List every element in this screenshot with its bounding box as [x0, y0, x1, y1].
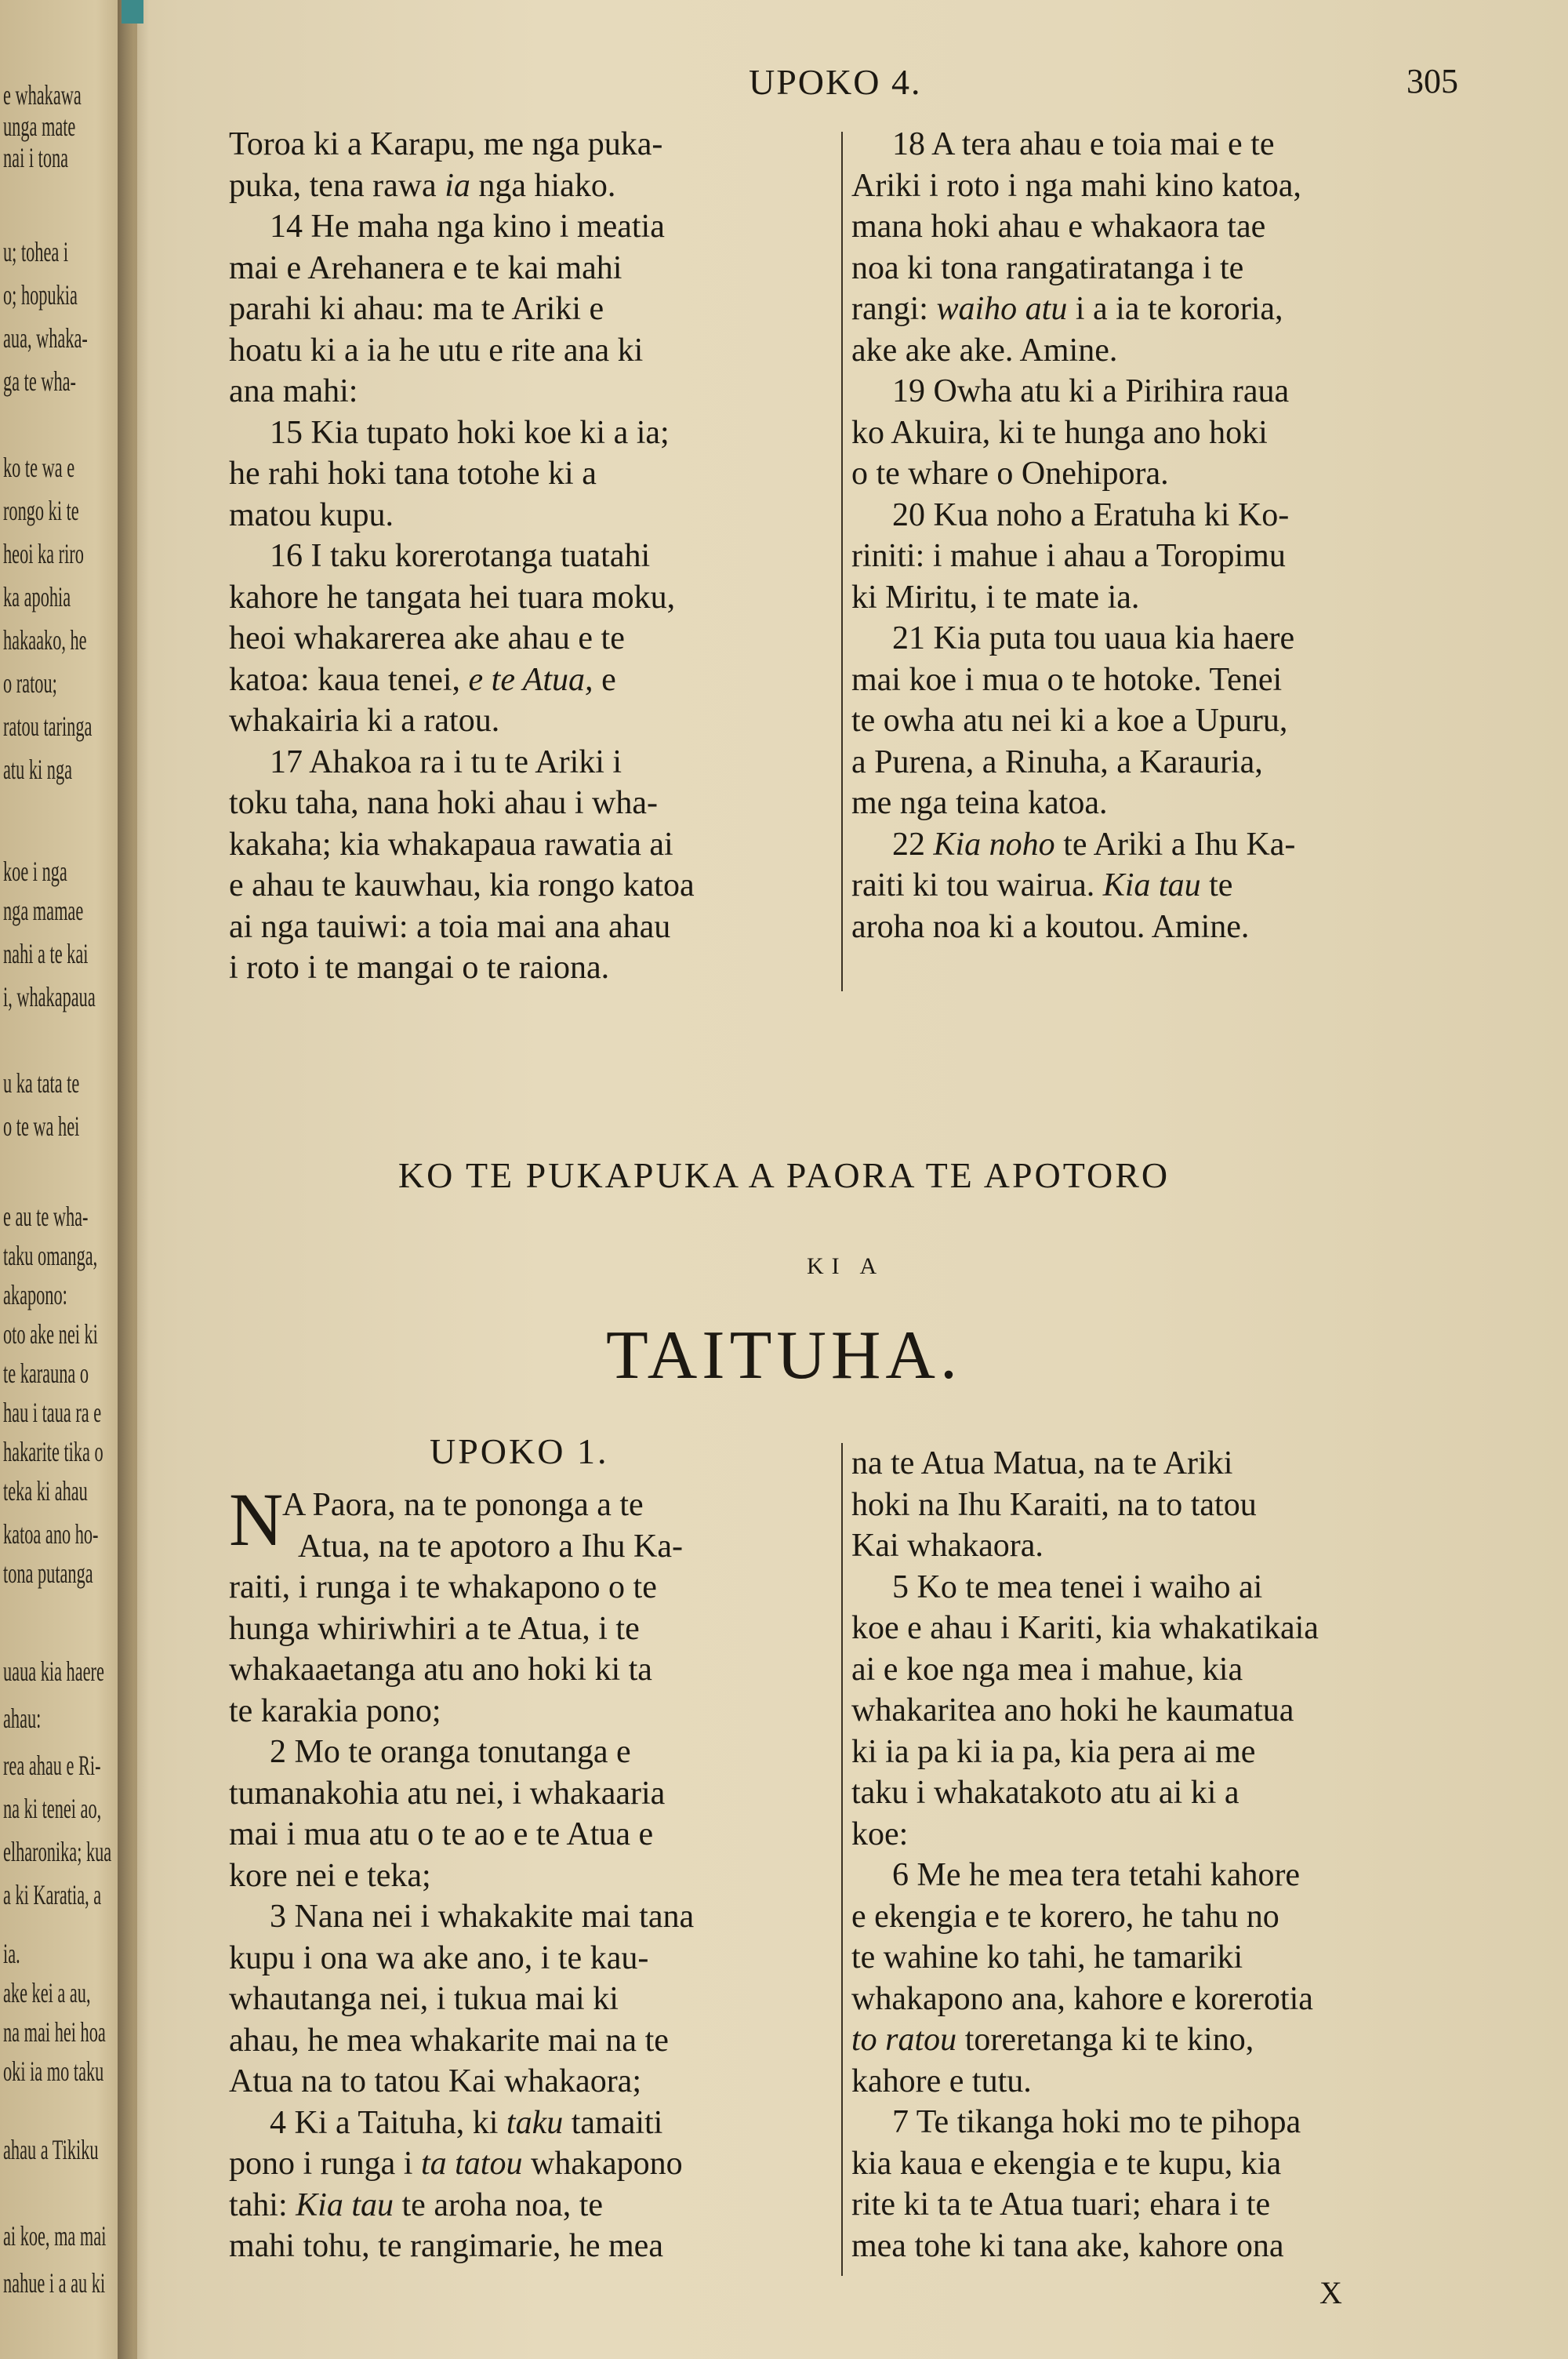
text-segment: kahore e tutu. [851, 2063, 1032, 2099]
text-segment: Toroa ki a Karapu, me nga puka- [229, 126, 663, 162]
facing-page-fragment: ahau a Tikiku [3, 2134, 99, 2165]
text-segment: 22 [892, 826, 934, 863]
text-segment: e te Atua, [468, 661, 593, 698]
text-segment: e ahau te kauwhau, kia rongo katoa [229, 867, 695, 903]
text-line [229, 700, 833, 742]
text-segment: ai nga tauiwi: a toia mai ana ahau [229, 908, 671, 945]
text-line [851, 1690, 1466, 1732]
text-segment: na te Atua Matua, na te Ariki [851, 1445, 1233, 1481]
text-line [229, 865, 833, 907]
text-segment: toku taha, nana hoki ahau i wha- [229, 785, 658, 821]
text-segment: taku i whakatakoto atu ai ki a [851, 1775, 1240, 1811]
text-segment: e ekengia e te korero, he tahu no [851, 1898, 1279, 1935]
text-segment: te wahine ko tahi, he tamariki [851, 1939, 1243, 1976]
facing-page-fragment: nga mamae [3, 895, 84, 926]
text-segment: mahi tohu, te rangimarie, he mea [229, 2228, 663, 2264]
text-line [851, 2102, 1466, 2143]
text-line [229, 947, 833, 989]
text-line [229, 1567, 833, 1608]
text-segment: te karakia pono; [229, 1692, 441, 1729]
facing-page-fragment: atu ki nga [3, 754, 73, 785]
text-segment: te Ariki a Ihu Ka- [1054, 826, 1296, 863]
facing-page-fragment: ko te wa e [3, 452, 75, 483]
text-line [851, 1567, 1466, 1608]
top-left-column [229, 124, 833, 989]
text-segment: katoa: kaua tenei, [229, 661, 469, 698]
text-segment: o te whare o Onehipora. [851, 456, 1169, 492]
facing-page-fragment: oto ake nei ki [3, 1318, 98, 1350]
text-line [229, 1938, 833, 1979]
facing-page-fragment: na mai hei hoa [3, 2016, 106, 2048]
text-line [229, 1485, 833, 1526]
bottom-right-column [851, 1443, 1466, 2266]
text-line [229, 2185, 833, 2226]
text-segment: Atua na to tatou Kai whakaora; [229, 2063, 641, 2099]
text-segment: mai i mua atu o te ao e te Atua e [229, 1816, 654, 1852]
text-line [229, 206, 833, 248]
text-segment: 15 Kia tupato hoki koe ki a ia; [270, 414, 670, 451]
facing-page-fragment: teka ki ahau [3, 1475, 88, 1507]
text-line [851, 330, 1466, 372]
text-line [229, 783, 833, 824]
text-line [851, 865, 1466, 907]
text-line [851, 1937, 1466, 1979]
text-segment: rite ki ta te Atua tuari; ehara i te [851, 2186, 1271, 2223]
text-line [851, 2143, 1466, 2185]
text-line [851, 783, 1466, 824]
facing-page-fragment: o te wa hei [3, 1110, 80, 1142]
text-segment: mana hoki ahau e whakaora tae [851, 209, 1266, 245]
chapter-heading: UPOKO 1. [430, 1431, 609, 1471]
text-line [851, 907, 1466, 948]
facing-page-fragment: ai koe, ma mai [3, 2220, 107, 2252]
text-line [851, 124, 1466, 165]
facing-page-fragment: e whakawa [3, 79, 82, 111]
text-line [229, 248, 833, 289]
text-segment: te [1200, 867, 1233, 903]
text-line [229, 495, 833, 536]
text-segment: aroha noa ki a koutou. Amine. [851, 908, 1250, 945]
bottom-column-rule [841, 1443, 843, 2276]
text-segment: ki Miritu, i te mate ia. [851, 579, 1140, 616]
facing-page-fragment: ratou taringa [3, 711, 93, 742]
facing-page-fragment: hakarite tika o [3, 1436, 103, 1467]
text-segment: mai e Arehanera e te kai mahi [229, 249, 622, 286]
text-segment: Kai whakaora. [851, 1528, 1044, 1564]
text-segment: Kia noho [933, 826, 1055, 863]
text-line [851, 453, 1466, 495]
text-line [851, 1649, 1466, 1691]
facing-page-fragment: te karauna o [3, 1358, 89, 1389]
text-segment: ta tatou [420, 2146, 523, 2182]
facing-page-fragment: o ratou; [3, 667, 57, 699]
text-segment: te owha atu nei ki a koe a Upuru, [851, 703, 1288, 739]
text-segment: kia kaua e ekengia e te kupu, kia [851, 2145, 1282, 2182]
text-segment: ki ia pa ki ia pa, kia pera ai me [851, 1733, 1256, 1770]
text-line [851, 1896, 1466, 1938]
text-line [851, 1772, 1466, 1814]
text-segment: toreretanga ki te kino, [956, 2022, 1254, 2058]
text-segment: e [593, 661, 616, 698]
text-line [229, 2061, 833, 2103]
text-segment: ko Akuira, ki te hunga ano hoki [851, 414, 1268, 451]
text-segment: mea tohe ki tana ake, kahore ona [851, 2227, 1284, 2264]
facing-page-fragment: unga mate [3, 111, 76, 142]
text-segment: A Paora, na te pononga a te [282, 1487, 644, 1523]
text-line [229, 618, 833, 660]
text-segment: i a ia te kororia, [1067, 291, 1283, 327]
text-line [229, 1732, 833, 1773]
text-line [229, 1773, 833, 1815]
text-segment: 17 Ahakoa ra i tu te Ariki i [270, 743, 622, 780]
text-segment: 3 Nana nei i whakakite mai tana [270, 1899, 695, 1935]
text-segment: 14 He maha nga kino i meatia [270, 209, 665, 245]
text-segment: mai koe i mua o te hotoke. Tenei [851, 661, 1283, 698]
bookmark-ribbon [122, 0, 143, 24]
top-column-rule [841, 132, 843, 991]
text-line [851, 742, 1466, 783]
text-line [229, 2226, 833, 2267]
facing-page-fragment: ga te wha- [3, 365, 76, 397]
bottom-left-column [229, 1485, 833, 2267]
facing-page-fragment: ka apohia [3, 581, 71, 612]
text-segment: 19 Owha atu ki a Pirihira raua [892, 373, 1290, 409]
text-line [851, 2019, 1466, 2061]
text-line [229, 1896, 833, 1938]
facing-page-fragment: oki ia mo taku [3, 2055, 104, 2087]
text-line [229, 165, 833, 207]
facing-page-fragment: e au te wha- [3, 1201, 89, 1232]
text-line [229, 1856, 833, 1897]
text-line [229, 660, 833, 701]
text-line [229, 2103, 833, 2144]
text-line [851, 206, 1466, 248]
facing-page-fragment: katoa ano ho- [3, 1518, 99, 1550]
text-line [229, 1649, 833, 1691]
text-line [229, 536, 833, 577]
text-segment: 5 Ko te mea tenei i waiho ai [892, 1568, 1263, 1605]
facing-page-fragment: u ka tata te [3, 1067, 80, 1099]
drop-cap: N [229, 1478, 284, 1561]
text-segment: hunga whiriwhiri a te Atua, i te [229, 1610, 640, 1647]
text-line [851, 1979, 1466, 2020]
facing-page-fragment: nahue i a au ki [3, 2267, 106, 2299]
text-segment: noa ki tona rangatiratanga i te [851, 249, 1244, 286]
text-segment: Atua, na te apotoro a Ihu Ka- [298, 1528, 683, 1565]
text-line [229, 577, 833, 619]
facing-page-fragment: elharonika; kua [3, 1836, 112, 1867]
text-line [851, 165, 1466, 207]
facing-page-fragment: taku omanga, [3, 1240, 98, 1271]
text-segment: heoi whakarerea ake ahau e te [229, 620, 625, 656]
text-segment: ia [445, 167, 470, 204]
text-segment: kahore he tangata hei tuara moku, [229, 579, 676, 616]
facing-page-fragment: hau i taua ra e [3, 1397, 102, 1428]
text-line [851, 700, 1466, 742]
text-line [229, 330, 833, 372]
text-line [851, 824, 1466, 866]
text-segment: whakairia ki a ratou. [229, 703, 500, 739]
text-segment: hoatu ki a ia he utu e rite ana ki [229, 332, 644, 369]
facing-page-fragment: rongo ki te [3, 495, 79, 526]
text-segment: waiho atu [936, 291, 1068, 327]
text-segment: 4 Ki a Taituha, ki [270, 2104, 506, 2141]
text-line [229, 371, 833, 413]
facing-page-fragment: a ki Karatia, a [3, 1879, 102, 1910]
text-segment: nga hiako. [470, 167, 616, 204]
text-segment: me nga teina katoa. [851, 785, 1108, 821]
text-segment: ai e koe nga mea i mahue, kia [851, 1651, 1243, 1688]
facing-page-fragment: i, whakapaua [3, 981, 96, 1012]
facing-page-fragment: uaua kia haere [3, 1656, 104, 1687]
text-segment: rangi: [851, 291, 937, 327]
text-segment: raiti ki tou wairua. [851, 867, 1103, 903]
text-segment: tumanakohia atu nei, i whakaaria [229, 1775, 666, 1812]
text-segment: i roto i te mangai o te raiona. [229, 950, 610, 986]
text-line [851, 577, 1466, 619]
text-segment: tahi: [229, 2186, 296, 2223]
text-segment: kakaha; kia whakapaua rawatia ai [229, 826, 673, 863]
facing-page-fragment: na ki tenei ao, [3, 1793, 102, 1824]
text-segment: hoki na Ihu Karaiti, na to tatou [851, 1486, 1257, 1523]
text-line [851, 248, 1466, 289]
signature-mark: X [1319, 2275, 1342, 2310]
top-right-column [851, 124, 1466, 947]
text-segment: koe: [851, 1816, 909, 1852]
text-line [851, 1485, 1466, 1526]
running-head-title: UPOKO 4. [749, 62, 922, 102]
page-number: 305 [1406, 62, 1458, 100]
text-segment: a Purena, a Rinuha, a Karauria, [851, 743, 1263, 780]
facing-page-fragment: akapono: [3, 1279, 67, 1310]
text-line [851, 1732, 1466, 1773]
text-segment: te aroha noa, te [394, 2186, 604, 2223]
text-segment: 16 I taku korerotanga tuatahi [270, 538, 651, 574]
facing-page-fragment: o; hopukia [3, 279, 78, 311]
text-line [851, 2226, 1466, 2267]
text-segment: to ratou [851, 2022, 957, 2058]
text-line [229, 413, 833, 454]
text-segment: Kia tau [1102, 867, 1201, 903]
text-line [229, 124, 833, 165]
facing-page-fragment: koe i nga [3, 856, 67, 887]
facing-page-fragment: hakaako, he [3, 624, 87, 656]
text-segment: Ariki i roto i nga mahi kino katoa, [851, 167, 1301, 204]
facing-page-fragment: tona putanga [3, 1558, 93, 1589]
facing-page-fragment: ahau: [3, 1703, 42, 1734]
text-line [229, 1526, 833, 1568]
text-line [851, 660, 1466, 701]
text-segment: ahau, he mea whakarite mai na te [229, 2022, 669, 2059]
text-line [229, 1608, 833, 1650]
facing-page-fragment: heoi ka riro [3, 538, 84, 569]
text-line [851, 1814, 1466, 1856]
text-segment: 18 A tera ahau e toia mai e te [892, 126, 1275, 162]
text-line [851, 2184, 1466, 2226]
text-segment: taku [506, 2104, 564, 2141]
book-title-line: KO TE PUKAPUKA A PAORA TE APOTORO [397, 1155, 1171, 1195]
text-line [851, 536, 1466, 577]
text-line [851, 1443, 1466, 1485]
text-segment: whautanga nei, i tukua mai ki [229, 1981, 619, 2017]
facing-page-fragment: aua, whaka- [3, 322, 88, 354]
text-segment: puka, tena rawa [229, 167, 445, 204]
text-line [851, 371, 1466, 413]
text-line [851, 413, 1466, 454]
text-line [229, 289, 833, 330]
text-line [229, 824, 833, 866]
text-segment: whakapono ana, kahore e korerotia [851, 1980, 1313, 2017]
text-line [851, 1525, 1466, 1567]
facing-page-fragment: rea ahau e Ri- [3, 1750, 101, 1781]
text-segment: kupu i ona wa ake ano, i te kau- [229, 1939, 649, 1976]
facing-page-fragment: ia. [3, 1938, 20, 1969]
text-segment: tamaiti [563, 2104, 663, 2141]
book-title-ki-a: KI A [807, 1253, 885, 1279]
text-line [229, 2143, 833, 2185]
text-segment: kore nei e teka; [229, 1857, 431, 1894]
text-line [229, 1979, 833, 2020]
text-segment: whakapono [522, 2146, 683, 2182]
text-segment: 7 Te tikanga hoki mo te pihopa [892, 2104, 1301, 2140]
text-line [851, 289, 1466, 330]
facing-page-fragment: nai i tona [3, 142, 69, 173]
facing-page-fragment: nahi a te kai [3, 938, 89, 969]
text-segment: 2 Mo te oranga tonutanga e [270, 1734, 631, 1770]
text-line [229, 742, 833, 783]
text-segment: matou kupu. [229, 496, 394, 533]
text-line [851, 1855, 1466, 1896]
text-segment: whakaritea ano hoki he kaumatua [851, 1692, 1294, 1728]
text-segment: he rahi hoki tana totohe ki a [229, 456, 597, 492]
text-segment: whakaaetanga atu ano hoki ki ta [229, 1652, 652, 1688]
text-line [851, 495, 1466, 536]
text-line [229, 1814, 833, 1856]
text-line [229, 453, 833, 495]
text-segment: pono i runga i [229, 2146, 421, 2182]
text-line [229, 2020, 833, 2062]
text-segment: parahi ki ahau: ma te Ariki e [229, 291, 604, 327]
text-segment: 20 Kua noho a Eratuha ki Ko- [892, 496, 1290, 533]
running-head [0, 61, 1568, 108]
text-segment: riniti: i mahue i ahau a Toropimu [851, 538, 1286, 574]
text-line [851, 2061, 1466, 2103]
text-line [229, 1691, 833, 1732]
text-segment: 6 Me he mea tera tetahi kahore [892, 1857, 1301, 1893]
text-segment: koe e ahau i Kariti, kia whakatikaia [851, 1610, 1319, 1646]
text-line [229, 907, 833, 948]
book-name: TAITUHA. [606, 1318, 962, 1394]
text-segment: 21 Kia puta tou uaua kia haere [892, 620, 1295, 656]
text-line [851, 1608, 1466, 1649]
text-segment: ana mahi: [229, 373, 358, 409]
facing-page-fragment: u; tohea i [3, 236, 69, 267]
text-line [851, 618, 1466, 660]
text-segment: raiti, i runga i te whakapono o te [229, 1569, 657, 1605]
text-segment: ake ake ake. Amine. [851, 332, 1118, 369]
text-segment: Kia tau [296, 2186, 394, 2223]
facing-page-fragment: ake kei a au, [3, 1977, 91, 2008]
